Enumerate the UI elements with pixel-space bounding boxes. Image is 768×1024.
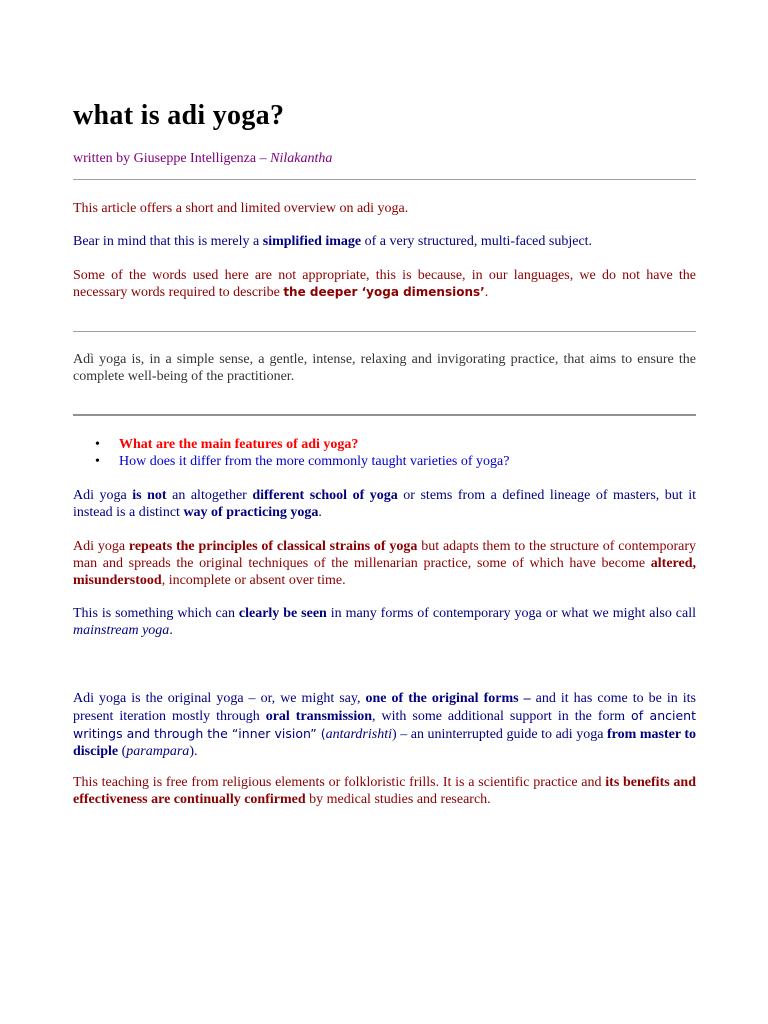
scientific-practice-paragraph: This teaching is free from religious elements or folkloristic frills. It is a scientific practice and its benefits and effectiveness are continually confirmed by medical studies and research. — [73, 775, 696, 807]
principles-paragraph: Adi yoga repeats the principles of classical strains of yoga but adapts them to the structure of contemporary man and spreads the original techniques of the millenarian practice, some of which have become altered, misunderstood, incomplete or absent over time. — [73, 539, 696, 588]
mainstream-yoga-paragraph: This is something which can clearly be seen in many forms of contemporary yoga or what we might also call mainstream yoga. — [73, 606, 697, 638]
intro-paragraph: This article offers a short and limited overview on adi yoga. — [73, 201, 409, 216]
simplified-image-paragraph: Bear in mind that this is merely a simplified image of a very structured, multi-faced subject. — [73, 234, 593, 249]
question-list — [73, 436, 696, 470]
page-title: what is adi yoga? — [73, 100, 285, 131]
divider — [73, 331, 696, 332]
bullet-icon: • — [95, 454, 100, 469]
bullet-icon: • — [95, 437, 100, 452]
divider — [73, 414, 696, 416]
original-yoga-paragraph: Adi yoga is the original yoga – or, we might say, one of the original forms – and it has come to be in its present iteration mostly through oral transmission, with some additional support in the form of ancient writings and through the “inner vision” (antardrishti) – an uninterrupted guide to adi yoga from master to disciple (parampara). — [73, 691, 696, 759]
byline-name: Nilakantha — [270, 151, 333, 166]
adi-yoga-definition-paragraph: Adì yoga is, in a simple sense, a gentle, intense, relaxing and invigorating practice, that aims to ensure the complete well-being of the practitioner. — [73, 352, 696, 384]
list-item: • What are the main features of adi yoga? — [95, 437, 359, 452]
divider — [73, 179, 696, 180]
list-item: • How does it differ from the more commonly taught varieties of yoga? — [95, 454, 510, 469]
byline-prefix: written by Giuseppe Intelligenza – — [73, 151, 271, 166]
byline — [73, 150, 696, 167]
school-paragraph: Adi yoga is not an altogether different school of yoga or stems from a defined lineage of masters, but it instead is a distinct way of practicing yoga. — [73, 488, 696, 520]
deeper-dimensions-paragraph: Some of the words used here are not appropriate, this is because, in our languages, we do not have the necessary words required to describe the deeper ‘yoga dimensions’. — [73, 268, 696, 300]
